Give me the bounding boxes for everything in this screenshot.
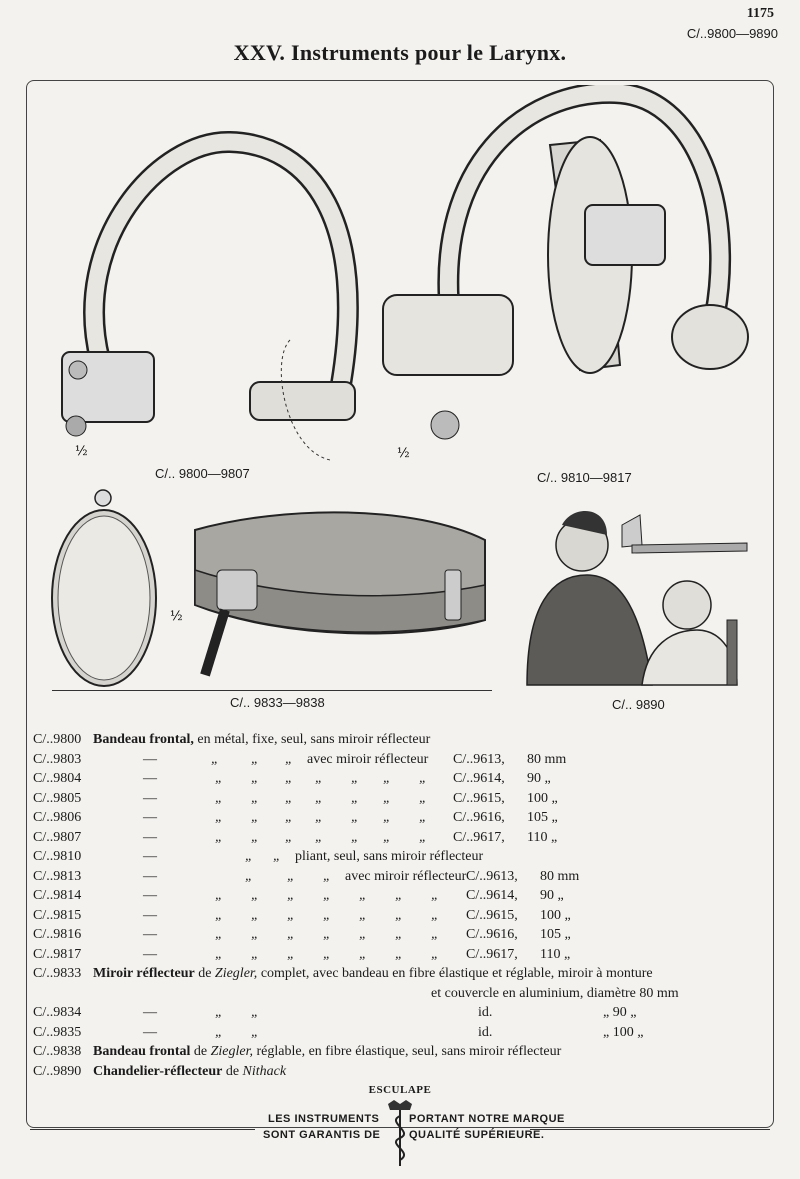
ditto-mark: „	[251, 907, 259, 923]
ditto-mark: „	[215, 907, 223, 923]
notice-line: LES INSTRUMENTS	[268, 1113, 380, 1125]
ditto-dash: —	[143, 868, 157, 884]
ditto-mark: „	[419, 771, 427, 786]
ditto-dash: —	[143, 927, 157, 942]
ditto-mark: „	[383, 771, 391, 786]
entry-number: C/..9803	[33, 751, 82, 767]
ditto-mark: „	[211, 751, 219, 767]
scale-label: ½	[75, 444, 88, 459]
entry-number: C/..9834	[33, 1005, 82, 1020]
entry-description: complet, avec bandeau en fibre élastique et réglable, miroir à monture	[260, 966, 653, 981]
catalog-entry	[33, 730, 763, 750]
entry-description: avec miroir réflecteur	[345, 868, 467, 884]
ditto-mark: „	[323, 868, 331, 884]
ditto-mark: „	[287, 927, 295, 942]
catalog-entry	[33, 945, 763, 965]
catalog-entry	[33, 847, 763, 867]
entry-size: 100 „	[527, 790, 558, 806]
ditto-mark: „	[323, 927, 331, 942]
entry-name: Bandeau frontal	[93, 1044, 191, 1059]
entry-reference: C/..9617,	[466, 946, 518, 962]
ditto-dash: —	[143, 907, 157, 923]
ditto-dash: —	[143, 1024, 157, 1040]
entry-size: 90 „	[527, 771, 551, 786]
entry-reference: C/..9613,	[466, 868, 518, 884]
page-title: XXV. Instruments pour le Larynx.	[233, 40, 567, 65]
ditto-dash: —	[143, 829, 157, 845]
nithack-reflector-scene-illustration	[522, 505, 752, 690]
ditto-mark: „	[323, 907, 331, 923]
ditto-dash: —	[143, 888, 157, 903]
catalog-entry: C/..9838 Bandeau frontal de Ziegler, réglable, en fibre élastique, seul, sans miroir réflecteur	[33, 1042, 763, 1062]
trademark-notice	[0, 1084, 800, 1174]
catalog-entry	[33, 886, 763, 906]
ditto-mark: „	[251, 888, 259, 903]
entry-size: 110 „	[540, 946, 571, 962]
ditto-mark: „	[431, 946, 439, 962]
entry-description: avec miroir réflecteur	[307, 751, 429, 767]
entry-author: Ziegler,	[210, 1044, 253, 1059]
entry-number: C/..9810	[33, 849, 82, 864]
ditto-mark: „	[431, 907, 439, 923]
ditto-mark: „	[251, 946, 259, 962]
entry-number: C/..9804	[33, 771, 82, 786]
catalog-entry	[33, 828, 763, 848]
notice-line: PORTANT NOTRE MARQUE	[409, 1113, 565, 1125]
figure-caption: C/.. 9810—9817	[537, 470, 632, 485]
entry-reference: C/..9613,	[453, 751, 505, 767]
catalog-entry	[33, 789, 763, 809]
ditto-mark: „	[215, 1005, 223, 1020]
catalog-entry	[33, 906, 763, 926]
ditto-mark: „	[215, 790, 223, 806]
notice-line: SONT GARANTIS DE	[263, 1129, 381, 1141]
ditto-mark: „	[215, 927, 223, 942]
catalog-range: C/..9800—9890	[686, 26, 778, 41]
ditto-mark: „	[315, 771, 323, 786]
entry-number: C/..9806	[33, 810, 82, 825]
ditto-mark: „	[383, 790, 391, 806]
ditto-mark: „	[287, 868, 295, 884]
ditto-mark: „	[419, 829, 427, 845]
ziegler-mirror-illustration	[50, 488, 160, 688]
entry-description: en métal, fixe, seul, sans miroir réflecteur	[197, 732, 431, 747]
ditto-mark: „	[215, 888, 223, 903]
entry-id: id.	[478, 1024, 493, 1040]
entry-id: id.	[478, 1005, 493, 1020]
entry-number: C/..9833	[33, 966, 82, 981]
entry-size: 80 mm	[527, 751, 567, 767]
entry-reference: C/..9615,	[453, 790, 505, 806]
entry-size: 80 mm	[540, 868, 580, 884]
ditto-dash: —	[143, 790, 157, 806]
entry-reference: C/..9614,	[466, 888, 518, 903]
catalog-entry	[33, 769, 763, 789]
entry-number: C/..9890	[33, 1063, 82, 1079]
brand-name: ESCULAPE	[368, 1084, 432, 1096]
ditto-mark: „	[383, 810, 391, 825]
ditto-mark: „	[359, 888, 367, 903]
ditto-mark: „	[395, 946, 403, 962]
entry-number: C/..9838	[33, 1044, 82, 1059]
ditto-mark: „	[323, 888, 331, 903]
catalog-entry	[33, 808, 763, 828]
ditto-dash: —	[143, 771, 157, 786]
ditto-mark: „	[395, 888, 403, 903]
catalog-entry: C/..9833 Miroir réflecteur de Ziegler, complet, avec bandeau en fibre élastique et réglable, miroir à monture et couvercle en aluminium, diamètre 80 mm	[33, 964, 763, 1003]
ditto-mark: „	[251, 1005, 259, 1020]
ditto-mark: „	[215, 1024, 223, 1040]
ditto-mark: „	[383, 829, 391, 845]
ditto-mark: „	[431, 888, 439, 903]
entry-description: pliant, seul, sans miroir réflecteur	[295, 849, 484, 864]
footer-rule	[30, 1129, 255, 1130]
entry-number: C/..9800	[33, 732, 82, 747]
ditto-mark: „	[285, 829, 293, 845]
entry-number: C/..9817	[33, 946, 82, 962]
entry-size: 90 „	[540, 888, 564, 903]
ditto-mark: „	[215, 946, 223, 962]
catalog-entry	[33, 1023, 763, 1043]
entry-author: Nithack	[242, 1063, 287, 1079]
ditto-mark: „	[431, 927, 439, 942]
ditto-mark: „	[287, 907, 295, 923]
entry-reference: C/..9617,	[453, 829, 505, 845]
ditto-mark: „	[419, 810, 427, 825]
entry-number: C/..9805	[33, 790, 82, 806]
ditto-mark: „	[215, 810, 223, 825]
ditto-mark: „	[419, 790, 427, 806]
page-number: 1175	[746, 6, 774, 21]
catalog-entry	[33, 1003, 763, 1023]
ditto-mark: „	[287, 946, 295, 962]
ditto-dash: —	[143, 810, 157, 825]
ditto-mark: „	[395, 907, 403, 923]
entry-number: C/..9835	[33, 1024, 82, 1040]
ditto-mark: „	[245, 849, 253, 864]
entry-reference: C/..9614,	[453, 771, 505, 786]
ditto-mark: „	[351, 829, 359, 845]
ditto-mark: „	[287, 888, 295, 903]
notice-line: QUALITÉ SUPÉRIEURE.	[409, 1129, 545, 1141]
catalog-entry: C/..9890 Chandelier-réflecteur de Nithack	[33, 1062, 763, 1082]
entry-reference: C/..9615,	[466, 907, 518, 923]
entry-size: 105 „	[527, 810, 558, 825]
ditto-mark: „	[359, 927, 367, 942]
ditto-mark: „	[315, 829, 323, 845]
ditto-dash: —	[143, 751, 157, 767]
ditto-mark: „	[251, 927, 259, 942]
entry-author: Ziegler,	[214, 966, 258, 981]
figure-caption: C/.. 9800—9807	[155, 466, 250, 481]
entry-reference: C/..9616,	[466, 927, 518, 942]
ditto-mark: „	[351, 810, 359, 825]
ditto-mark: „	[251, 1024, 259, 1040]
ditto-mark: „	[359, 907, 367, 923]
entry-number: C/..9813	[33, 868, 82, 884]
head-band-folding-illustration	[375, 85, 765, 470]
ditto-mark: „	[215, 771, 223, 786]
catalog-entry	[33, 750, 763, 770]
entry-description-continued: et couvercle en aluminium, diamètre 80 mm	[431, 985, 679, 1001]
ditto-mark: „	[251, 771, 259, 786]
entry-name: Miroir réflecteur	[93, 966, 195, 981]
ditto-mark: „	[245, 868, 253, 884]
ditto-mark: „	[285, 771, 293, 786]
ditto-dash: —	[143, 946, 157, 962]
ditto-mark: „	[351, 790, 359, 806]
ditto-mark: „	[359, 946, 367, 962]
ditto-mark: „	[315, 810, 323, 825]
ditto-dash: —	[143, 1005, 157, 1020]
entry-size: „ 90 „	[603, 1005, 637, 1020]
scale-label: ½	[397, 446, 410, 461]
entry-number: C/..9815	[33, 907, 82, 923]
entry-number: C/..9816	[33, 927, 82, 942]
entry-reference: C/..9616,	[453, 810, 505, 825]
figure-caption: C/.. 9833—9838	[230, 695, 325, 710]
entry-description: réglable, en fibre élastique, seul, sans miroir réflecteur	[256, 1044, 562, 1059]
ditto-mark: „	[215, 829, 223, 845]
ziegler-band-illustration	[165, 510, 495, 690]
ditto-mark: „	[285, 751, 293, 767]
ditto-mark: „	[323, 946, 331, 962]
ditto-mark: „	[251, 751, 259, 767]
scale-label: ½	[170, 609, 183, 624]
ditto-dash: —	[143, 849, 157, 864]
ditto-mark: „	[351, 771, 359, 786]
entry-number: C/..9807	[33, 829, 82, 845]
ditto-mark: „	[285, 810, 293, 825]
ditto-mark: „	[285, 790, 293, 806]
ditto-mark: „	[315, 790, 323, 806]
figure-caption: C/.. 9890	[612, 697, 665, 712]
entry-number: C/..9814	[33, 888, 82, 903]
ditto-mark: „	[251, 810, 259, 825]
entry-size: 100 „	[540, 907, 571, 923]
head-band-fixed-illustration	[40, 130, 380, 470]
ditto-mark: „	[251, 829, 259, 845]
entry-size: „ 100 „	[603, 1024, 644, 1040]
entry-size: 110 „	[527, 829, 558, 845]
entry-size: 105 „	[540, 927, 571, 942]
catalog-entry	[33, 867, 763, 887]
ditto-mark: „	[251, 790, 259, 806]
entry-name: Chandelier-réflecteur	[93, 1063, 223, 1079]
catalog-entry	[33, 925, 763, 945]
ditto-mark: „	[273, 849, 281, 864]
figure-rule	[52, 690, 492, 691]
ditto-mark: „	[395, 927, 403, 942]
footer-rule	[530, 1129, 770, 1130]
entry-name: Bandeau frontal,	[93, 732, 194, 747]
catalog-entries	[33, 730, 763, 1081]
